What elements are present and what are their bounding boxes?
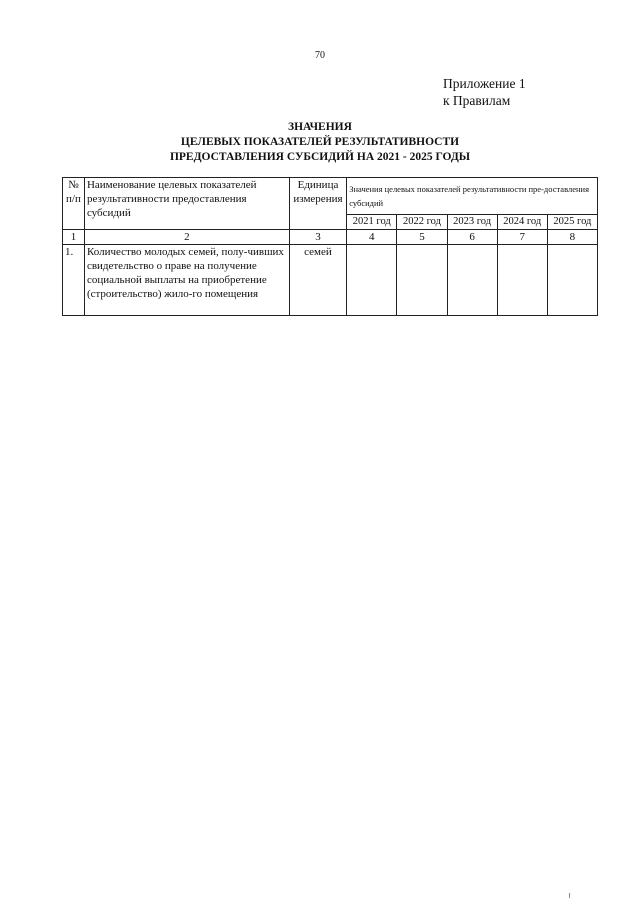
row-value-2022 <box>397 245 447 316</box>
title-line-2: ЦЕЛЕВЫХ ПОКАЗАТЕЛЕЙ РЕЗУЛЬТАТИВНОСТИ <box>180 136 460 148</box>
row-value-2023 <box>447 245 497 316</box>
header-year-2025: 2025 год <box>547 215 597 230</box>
header-name: Наименование целевых показателей результативности предоставления субсидий <box>84 178 289 230</box>
column-number: 2 <box>84 230 289 245</box>
column-number: 5 <box>397 230 447 245</box>
title-line-1: ЗНАЧЕНИЯ <box>288 121 352 133</box>
header-num: № п/п <box>63 178 85 230</box>
column-number: 3 <box>289 230 346 245</box>
row-unit: семей <box>289 245 346 316</box>
column-number: 7 <box>497 230 547 245</box>
page-number: 70 <box>315 50 325 61</box>
table-header-row <box>63 178 598 215</box>
header-unit: Единица измерения <box>289 178 346 230</box>
row-value-2024 <box>497 245 547 316</box>
appendix-note <box>443 75 526 109</box>
header-year-2023: 2023 год <box>447 215 497 230</box>
column-number: 1 <box>63 230 85 245</box>
appendix-line-1: Приложение 1 <box>443 76 526 91</box>
appendix-line-2: к Правилам <box>443 93 511 108</box>
header-year-2022: 2022 год <box>397 215 447 230</box>
document-title <box>0 120 640 165</box>
scan-mark <box>569 893 570 898</box>
table-row <box>63 245 598 316</box>
row-num: 1. <box>63 245 85 316</box>
row-value-2025 <box>547 245 597 316</box>
row-value-2021 <box>347 245 397 316</box>
header-year-2021: 2021 год <box>347 215 397 230</box>
indicators-table <box>62 177 598 316</box>
header-year-2024: 2024 год <box>497 215 547 230</box>
column-number: 6 <box>447 230 497 245</box>
column-number: 8 <box>547 230 597 245</box>
header-values-group: Значения целевых показателей результативности пре-доставления субсидий <box>347 178 598 215</box>
row-indicator-name: Количество молодых семей, полу-чивших свидетельство о праве на получение социальной выплаты на приобретение (строительство) жило-го помещения <box>84 245 289 316</box>
title-line-3: ПРЕДОСТАВЛЕНИЯ СУБСИДИЙ НА 2021 - 2025 ГОДЫ <box>169 151 471 163</box>
column-number-row <box>63 230 598 245</box>
column-number: 4 <box>347 230 397 245</box>
